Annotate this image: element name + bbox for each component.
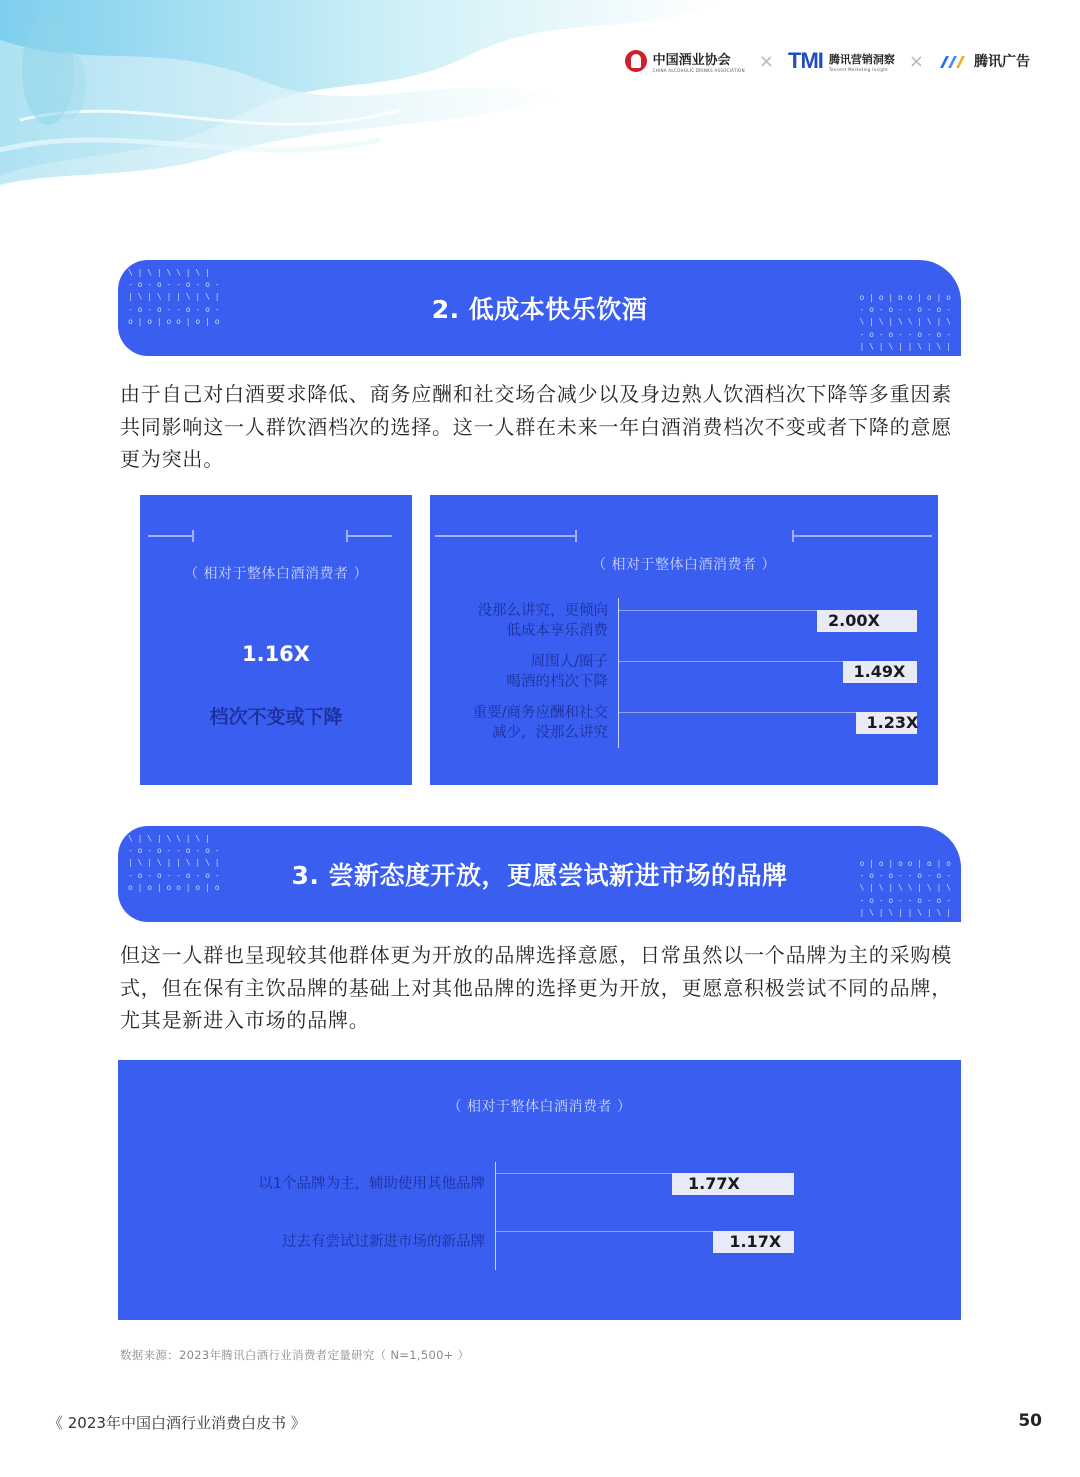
big-value: 1.16X: [241, 642, 310, 666]
tmi-logo-sub: Tencent Marketing Insight: [828, 66, 888, 72]
data-source: 数据来源：2023年腾讯白酒行业消费者定量研究（ N=1,500+ ）: [120, 1348, 470, 1362]
cada-logo-name: 中国酒业协会: [652, 53, 731, 68]
chart-axis: [618, 598, 619, 748]
deco-line-cap: [192, 530, 194, 542]
cada-emblem-icon: [625, 50, 647, 72]
cada-logo-sub: CHINA ALCOHOLIC DRINKS ASSOCIATION: [652, 68, 745, 73]
section-3-banner: [118, 826, 961, 922]
stat-panel-left: [140, 495, 412, 785]
deco-line: [792, 535, 932, 537]
header-wave-art: [0, 0, 760, 190]
row-label: [428, 652, 608, 692]
cada-logo: [625, 49, 745, 73]
row-label-line: 重要/商务应酬和社交: [472, 705, 608, 721]
section-2-title: 2. 低成本快乐饮酒: [431, 295, 648, 324]
section-3-paragraph: 但这一人群也呈现较其他群体更为开放的品牌选择意愿，日常虽然以一个品牌为主的采购模式，但在保有主饮品牌的基础上对其他品牌的选择更为开放，更愿意积极尝试不同的品牌，尤其是新进入市场的品牌。: [120, 943, 952, 1032]
big-label: 档次不变或下降: [209, 706, 343, 728]
tmi-logo-name: 腾讯营销洞察: [828, 52, 895, 66]
logo-separator: ×: [908, 50, 924, 72]
section-3-title: 3. 尝新态度开放，更愿尝试新进市场的品牌: [291, 861, 788, 890]
tencent-ads-icon: [938, 52, 968, 70]
row-label: 过去有尝试过新进市场的新品牌: [282, 1234, 485, 1250]
page-number: 50: [1018, 1411, 1042, 1431]
bar-value-label: 1.17X: [729, 1232, 782, 1251]
panel-note: （ 相对于整体白酒消费者 ）: [592, 557, 776, 573]
section-2-paragraph: 由于自己对白酒要求降低、商务应酬和社交场合减少以及身边熟人饮酒档次下降等多重因素共同影响这一人群饮酒档次的选择。这一人群在未来一年白酒消费档次不变或者下降的意愿更为突出。: [120, 382, 952, 471]
row-label-line: 喝酒的档次下降: [506, 674, 608, 690]
stat-panel-right: [430, 495, 938, 785]
footer-title: 《 2023年中国白酒行业消费白皮书 》: [48, 1414, 306, 1432]
deco-line: [148, 535, 194, 537]
deco-line: [346, 535, 392, 537]
row-label: 以1个品牌为主，辅助使用其他品牌: [258, 1176, 485, 1192]
deco-line-cap: [575, 530, 577, 542]
row-label: [428, 703, 608, 743]
tencent-ads-name: 腾讯广告: [974, 54, 1030, 70]
row-label-line: 周围人/圈子: [530, 654, 608, 670]
tencent-ads-logo: [938, 51, 1030, 71]
banner-pattern-right: o | o | o o | o | o - o - o - - o - o - \ | \ | \ \ | \ | \ - o - o - - o - o - | \ | \ | | \ | \ |: [859, 293, 951, 351]
row-label: [428, 601, 608, 641]
partner-logos: [625, 48, 1030, 74]
stat-panel-bottom: [118, 1060, 961, 1320]
panel-note: （ 相对于整体白酒消费者 ）: [184, 566, 368, 582]
section-2-banner: [118, 260, 961, 356]
deco-line: [435, 535, 577, 537]
banner-pattern-left: \ | \ | \ \ | \ | - o - o - - o - o - | \ | \ | | \ | \ | - o - o - - o - o - o | o | o o | o | o: [128, 834, 220, 892]
row-label-line: 减少，没那么讲究: [492, 725, 608, 741]
banner-pattern-right: o | o | o o | o | o - o - o - - o - o - \ | \ | \ \ | \ | \ - o - o - - o - o - | \ | \ | | \ | \ |: [859, 859, 951, 917]
tmi-mark: TMI: [788, 48, 823, 73]
bar-value-label: 1.77X: [688, 1174, 740, 1193]
row-label-line: 没那么讲究，更倾向: [477, 603, 608, 619]
row-label-line: 低成本享乐消费: [506, 623, 608, 639]
chart-axis: [495, 1162, 496, 1270]
bar-value-label: 2.00X: [828, 611, 880, 630]
bar-value-label: 1.23X: [866, 713, 919, 732]
bar-value-label: 1.49X: [853, 662, 906, 681]
logo-separator: ×: [758, 50, 775, 72]
panel-note: （ 相对于整体白酒消费者 ）: [447, 1099, 632, 1115]
tmi-logo: [788, 48, 895, 74]
banner-pattern-left: \ | \ | \ \ | \ | - o - o - - o - o - | \ | \ | | \ | \ | - o - o - - o - o - o | o | o o | o | o: [128, 268, 220, 326]
